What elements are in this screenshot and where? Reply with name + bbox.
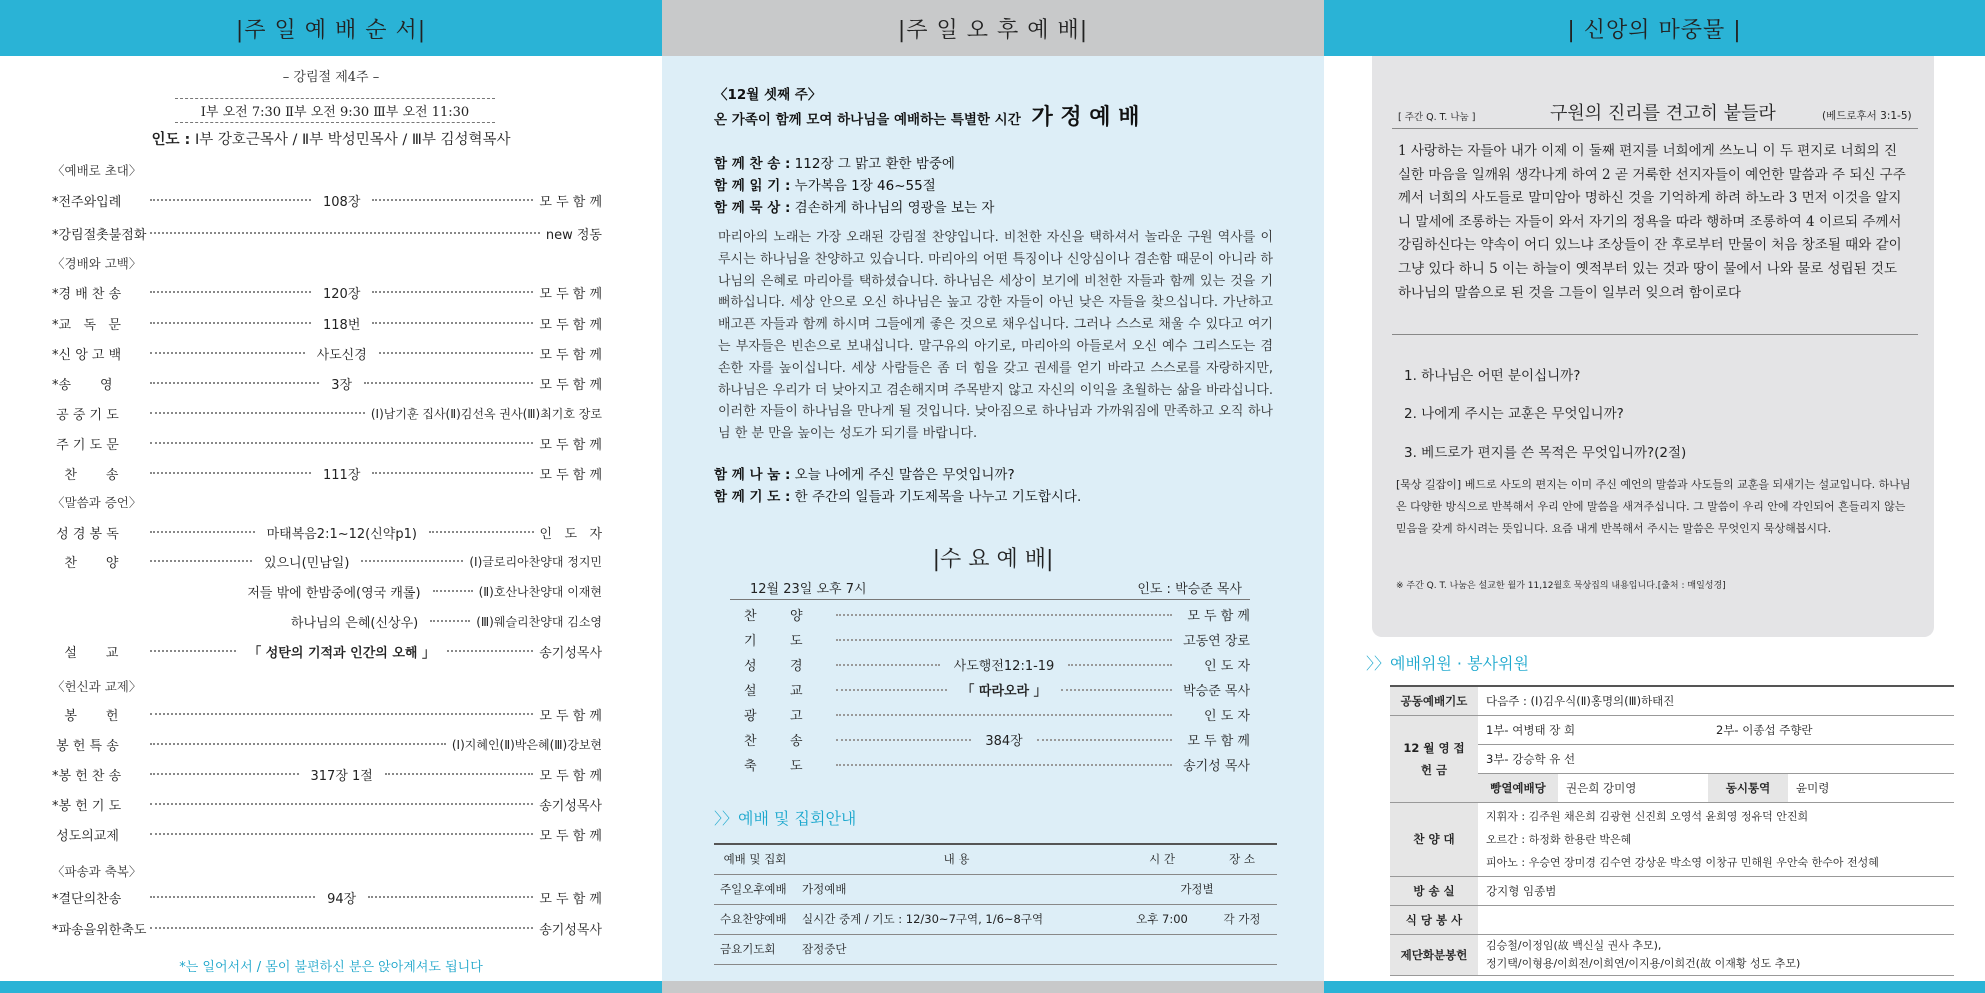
table-row bbox=[1390, 876, 1954, 905]
order-row bbox=[52, 917, 602, 939]
leader-dots bbox=[150, 927, 533, 929]
order-leader: new 정동 bbox=[545, 227, 602, 243]
order-leader: 송기성목사 bbox=[539, 798, 602, 814]
order-item: 120장 bbox=[323, 286, 361, 302]
table-row bbox=[1390, 715, 1954, 744]
leader-dots bbox=[368, 896, 533, 898]
row-header: 빵열예배당 bbox=[1478, 773, 1558, 802]
choir-conductor: 지휘자 : 김주원 채은희 김광현 신진희 오영석 윤희영 정유덕 안진희 bbox=[1486, 809, 1809, 823]
table-header-row bbox=[714, 844, 1277, 874]
order-item: 「 따라오라 」 bbox=[961, 684, 1047, 699]
order-label: *전주와입례 bbox=[52, 194, 122, 210]
qt-divider bbox=[1392, 128, 1918, 129]
table-cell: 강지형 임종범 bbox=[1478, 876, 1954, 905]
section-sending: 〈파송과 축복〉 bbox=[52, 864, 142, 879]
bottom-bar bbox=[0, 981, 662, 993]
order-leader: 모 두 함 께 bbox=[539, 891, 602, 907]
leader-dots bbox=[150, 291, 311, 293]
item-text: 오늘 나에게 주신 말씀은 무엇입니까? bbox=[794, 467, 1015, 483]
question-2: 2. 나에게 주시는 교훈은 무엇입니까? bbox=[1404, 406, 1624, 422]
order-label: 성 bbox=[744, 659, 757, 674]
item-label: 함 께 읽 기 : bbox=[714, 178, 791, 194]
order-leader: 모 두 함 께 bbox=[539, 437, 602, 453]
item-share bbox=[714, 463, 1015, 483]
wednesday-row bbox=[730, 602, 1250, 627]
bottom-bar bbox=[1324, 981, 1985, 993]
panel-header: |주 일 오 후 예 배| bbox=[662, 0, 1324, 56]
order-leader: (Ⅰ)지혜인(Ⅱ)박은혜(Ⅲ)강보현 bbox=[451, 737, 602, 752]
leader-dots bbox=[150, 322, 311, 324]
row-header: 방 송 실 bbox=[1390, 876, 1478, 905]
order-item: 118번 bbox=[323, 317, 361, 333]
order-leader: (Ⅰ)글로리아찬양대 정지민 bbox=[469, 554, 603, 569]
order-leader: 모 두 함 께 bbox=[539, 708, 602, 724]
wednesday-row bbox=[730, 752, 1250, 777]
qt-title: 구원의 진리를 견고히 붙들라 bbox=[1550, 103, 1776, 124]
order-item: 317장 1절 bbox=[310, 768, 373, 784]
order-row bbox=[240, 580, 602, 602]
order-leader: 고동연 장로 bbox=[1183, 634, 1250, 649]
leader-dots bbox=[836, 614, 1172, 616]
order-row bbox=[52, 763, 602, 785]
order-label: 도 bbox=[790, 634, 803, 649]
order-row bbox=[52, 281, 602, 303]
table-cell: 각 가정 bbox=[1207, 904, 1277, 934]
item-label: 함 께 묵 상 : bbox=[714, 200, 791, 216]
item-reading bbox=[714, 174, 936, 194]
order-label: 찬 양 bbox=[52, 555, 119, 571]
leader-dots bbox=[836, 714, 1172, 716]
leader-dots bbox=[150, 199, 311, 201]
leader-dots bbox=[150, 803, 533, 805]
section-worship: 〈경배와 고백〉 bbox=[52, 256, 142, 271]
volunteer-table bbox=[1390, 685, 1954, 976]
order-label: 축 bbox=[744, 759, 757, 774]
order-label: 봉 헌 bbox=[52, 708, 119, 724]
order-label: 설 bbox=[744, 684, 757, 699]
item-pray bbox=[714, 485, 1081, 505]
wednesday-info bbox=[730, 576, 1250, 600]
table-cell: 권은희 강미영 bbox=[1558, 773, 1708, 802]
leaders-label: 인도 : bbox=[151, 132, 191, 148]
table-cell bbox=[1207, 934, 1277, 964]
table-cell: 잠정중단 bbox=[796, 934, 1117, 964]
section-invite: 〈예배로 초대〉 bbox=[52, 163, 142, 178]
order-row bbox=[52, 733, 602, 755]
altar-line-1: 김승철/이정임(故 백신실 권사 추모), bbox=[1486, 938, 1662, 952]
row-header: 식 당 봉 사 bbox=[1390, 905, 1478, 934]
order-item: 마태복음2:1~12(신약p1) bbox=[266, 526, 417, 542]
order-item: 94장 bbox=[327, 891, 357, 907]
leader-dots bbox=[150, 743, 446, 745]
order-leader: 모 두 함 께 bbox=[539, 467, 603, 483]
row-header: 찬 양 대 bbox=[1390, 802, 1478, 876]
table-cell: 오후 7:00 bbox=[1117, 904, 1207, 934]
sunday-worship-panel bbox=[0, 0, 662, 993]
table-cell: 실시간 중계 / 기도 : 12/30~7구역, 1/6~8구역 bbox=[796, 904, 1117, 934]
order-item: 저들 밖에 한밤중에(영국 캐롤) bbox=[247, 585, 421, 601]
leader-dots bbox=[1061, 689, 1172, 691]
qt-divider bbox=[1392, 334, 1918, 335]
meeting-heading: 〉〉예배 및 집회안내 bbox=[714, 809, 857, 828]
leader-dots bbox=[150, 650, 236, 652]
item-label: 함 께 기 도 : bbox=[714, 489, 791, 505]
order-leader: 인 도 자 bbox=[1204, 659, 1251, 674]
table-cell: 수요찬양예배 bbox=[714, 904, 796, 934]
table-cell: 가정별 bbox=[1117, 874, 1277, 904]
row-header: 공동예배기도 bbox=[1390, 686, 1478, 715]
leader-dots bbox=[150, 560, 252, 562]
order-label: *봉 헌 기 도 bbox=[52, 798, 122, 814]
table-cell bbox=[1478, 802, 1954, 876]
table-row bbox=[1390, 905, 1954, 934]
item-text: 112장 그 맑고 환한 밤중에 bbox=[794, 156, 955, 172]
leaders-line bbox=[0, 128, 662, 149]
meditation-guide: [묵상 길잡이] 베드로 사도의 편지는 이미 주신 예언의 말씀과 사도들의 교훈을 되새기는 설교입니다. 하나님은 다양한 방식으로 반복해서 우리 안에 말씀을 새겨주십니다. 그 말씀이 우리 안에 각인되어 흔들리지 않는 믿음을 갖게 하시려는 뜻입니다. 요즘 내게 반복해서 주시는 말씀은 무엇인지 묵상해봅시다. bbox=[1396, 478, 1911, 535]
leader-dots bbox=[150, 531, 255, 533]
order-label: 찬 송 bbox=[52, 467, 119, 483]
order-item: 3장 bbox=[331, 377, 353, 393]
leader-dots bbox=[150, 773, 299, 775]
order-row bbox=[52, 372, 602, 394]
order-leader: 송기성목사 bbox=[539, 645, 603, 661]
order-leader: 모 두 함 께 bbox=[539, 828, 602, 844]
table-cell bbox=[1478, 905, 1954, 934]
order-row bbox=[52, 342, 602, 364]
table-cell: 2부- 이종섭 주향란 bbox=[1708, 715, 1954, 744]
qt-tag: [ 주간 Q. T. 나눔 ] bbox=[1398, 112, 1476, 123]
col-header: 내 용 bbox=[796, 844, 1117, 874]
family-worship-intro bbox=[714, 100, 1139, 131]
col-header: 예배 및 집회 bbox=[714, 844, 796, 874]
order-row bbox=[52, 402, 602, 424]
table-cell: 주일오후예배 bbox=[714, 874, 796, 904]
table-row bbox=[1390, 686, 1954, 715]
leader-dots bbox=[364, 382, 533, 384]
leader-dots bbox=[836, 639, 1172, 641]
order-row bbox=[52, 462, 602, 484]
row-header: 동시통역 bbox=[1708, 773, 1788, 802]
order-leader: 모 두 함 께 bbox=[539, 317, 603, 333]
order-label: *경 배 찬 송 bbox=[52, 286, 122, 302]
wednesday-leader: 인도 : 박승준 목사 bbox=[1137, 582, 1242, 597]
leader-dots bbox=[150, 896, 315, 898]
leader-dots bbox=[836, 764, 1172, 766]
order-label: *송 영 bbox=[52, 377, 113, 393]
order-leader: 모 두 함 께 bbox=[539, 347, 602, 363]
order-label: *신 앙 고 백 bbox=[52, 347, 122, 363]
panel-header: |주 일 예 배 순 서| bbox=[0, 0, 662, 56]
sermon-body: 마리아의 노래는 가장 오래된 강림절 찬양입니다. 비천한 자신을 택하셔서 놀라운 구원 역사를 이루시는 하나님을 찬양하고 있습니다. 마리아의 어떤 특징이나 신앙심이나 겸손함 때문이 아니라 하나님의 은혜로 마리아를 택하셨습니다. 하나님은 세상이 보기에 비천한 자들과 함께 있는 것을 기뻐하십니다. 세상 안으로 오신 하나님은 높고 강한 자들이 아닌 낮은 자들을 찾으십니다. 가난하고 배고픈 자들과 함께 하시며 그들에게 좋은 것으로 채우십니다. 그러나 스스로 채울 수 있다고 여기는 부자들은 빈손으로 보내십니다. 말구유의 아기로, 마리아의 아들로서 오신 예수 그리스도는 겸손한 자를 높이십니다. 세상 사람들은 좀 더 힘을 갖고 권세를 얻기 바라고 스스로를 자랑하지만, 하나님은 우리가 더 낮아지고 겸손해지며 주목받지 않고 자신의 이익을 초월하는 삶을 바라십니다. 이러한 자들이 하나님을 만나게 될 것입니다. 낮아짐으로 하나님과 가까워짐에 만족하고 오직 하나님 한 분 만을 높이는 성도가 되기를 바랍니다. bbox=[718, 230, 1273, 442]
order-item: 111장 bbox=[323, 467, 361, 483]
wednesday-order bbox=[730, 602, 1250, 777]
wednesday-row bbox=[730, 652, 1250, 677]
order-row bbox=[52, 793, 602, 815]
order-label: *결단의찬송 bbox=[52, 891, 122, 907]
verse-text: 1 사랑하는 자들아 내가 이제 이 둘째 편지를 너희에게 쓰노니 이 두 편지로 너희의 진실한 마음을 일깨워 생각나게 하여 2 곧 거룩한 선지자들이 예언한 말씀과 주 되신 구주께서 너희의 사도들로 말미암아 명하신 것을 기억하게 하려 하노라 3 먼저 이것을 알지니 말세에 조롱하는 자들이 와서 자기의 정욕을 따라 행하며 조롱하여 4 이르되 주께서 강림하신다는 약속이 어디 있느냐 조상들이 잔 후로부터 만물이 처음 창조될 때와 같이 그냥 있다 하니 5 이는 하늘이 옛적부터 있는 것과 땅이 물에서 나와 물로 성립된 것도 하나님의 말씀으로 된 것을 그들이 일부러 잊으려 함이로다 bbox=[1398, 143, 1906, 301]
order-leader: 박승준 목사 bbox=[1183, 684, 1251, 699]
order-item: 384장 bbox=[985, 734, 1023, 749]
table-row bbox=[714, 874, 1277, 904]
week-label: 〈12월 셋째 주〉 bbox=[714, 87, 822, 103]
order-label: 성도의교제 bbox=[52, 828, 119, 844]
order-item: 사도신경 bbox=[316, 347, 367, 363]
order-leader: 모 두 함 께 bbox=[539, 286, 603, 302]
volunteer-heading: 〉〉예배위원 · 봉사위원 bbox=[1366, 654, 1529, 673]
table-row bbox=[1390, 802, 1954, 876]
standing-note: *는 일어서서 / 몸이 불편하신 분은 앉아계셔도 됩니다 bbox=[179, 960, 483, 975]
question-1: 1. 하나님은 어떤 분이십니까? bbox=[1404, 368, 1581, 384]
order-label: 공 중 기 도 bbox=[52, 407, 119, 423]
leader-dots bbox=[372, 322, 533, 324]
order-row bbox=[52, 432, 602, 454]
order-item: 하나님의 은혜(신상우) bbox=[290, 615, 419, 631]
table-cell: 금요기도회 bbox=[714, 934, 796, 964]
col-header: 시 간 bbox=[1117, 844, 1207, 874]
order-label: 찬 bbox=[744, 609, 757, 624]
wednesday-date: 12월 23일 오후 7시 bbox=[750, 582, 867, 597]
order-leader: 모 두 함 께 bbox=[1187, 609, 1250, 624]
table-cell: 1부- 여병태 장 희 bbox=[1478, 715, 1708, 744]
order-label: 봉 헌 특 송 bbox=[52, 738, 119, 754]
order-leader: 모 두 함 께 bbox=[1187, 734, 1250, 749]
choir-organ: 오르간 : 하정화 한용란 박은혜 bbox=[1486, 832, 1632, 846]
order-label: 양 bbox=[790, 609, 803, 624]
wednesday-row bbox=[730, 727, 1250, 752]
order-row bbox=[52, 312, 602, 334]
order-row bbox=[240, 610, 602, 632]
order-row bbox=[52, 189, 602, 211]
bottom-bar bbox=[662, 981, 1324, 993]
order-leader: 모 두 함 께 bbox=[539, 768, 603, 784]
table-cell: 가정예배 bbox=[796, 874, 1117, 904]
leader-dots bbox=[150, 232, 540, 234]
leader-dots bbox=[150, 472, 311, 474]
table-cell bbox=[1117, 934, 1207, 964]
order-row bbox=[52, 886, 602, 908]
leader-dots bbox=[150, 352, 305, 354]
order-leader: (Ⅱ)호산나찬양대 이재현 bbox=[478, 584, 602, 599]
altar-line-2: 정기택/이형용/이희전/이희연/이지용/이희건(故 이재황 성도 추모) bbox=[1486, 956, 1801, 970]
order-label: 광 bbox=[744, 709, 757, 724]
leader-dots bbox=[150, 412, 365, 414]
table-row bbox=[714, 934, 1277, 964]
order-label: 설 교 bbox=[52, 645, 119, 661]
leader-dots bbox=[1068, 664, 1172, 666]
wednesday-row bbox=[730, 702, 1250, 727]
leader-dots bbox=[1037, 739, 1172, 741]
table-row bbox=[714, 904, 1277, 934]
row-header: 12 월 영 접 헌 금 bbox=[1390, 715, 1478, 802]
order-item: 108장 bbox=[323, 194, 361, 210]
order-item: 「 성탄의 기적과 인간의 오해 」 bbox=[248, 645, 435, 661]
order-row bbox=[52, 640, 602, 662]
order-leader: 인 도 자 bbox=[1204, 709, 1250, 724]
leader-dots bbox=[433, 590, 473, 592]
table-cell: 윤미령 bbox=[1788, 773, 1954, 802]
leader-dots bbox=[372, 199, 533, 201]
order-leader: (Ⅰ)남기훈 집사(Ⅱ)김선옥 권사(Ⅲ)최기호 장로 bbox=[370, 406, 602, 421]
meeting-table bbox=[714, 843, 1277, 965]
leader-dots bbox=[150, 442, 533, 444]
leader-dots bbox=[447, 650, 533, 652]
order-leader: (Ⅲ)웨슬리찬양대 김소영 bbox=[476, 614, 602, 629]
row-header: 제단화분봉헌 bbox=[1390, 934, 1478, 975]
order-label: 교 bbox=[790, 684, 803, 699]
item-text: 누가복음 1장 46~55절 bbox=[794, 178, 936, 194]
leader-dots bbox=[379, 352, 534, 354]
leader-dots bbox=[430, 620, 470, 622]
order-leader: 모 두 함 께 bbox=[539, 194, 603, 210]
table-cell: 3부- 강승학 유 선 bbox=[1478, 744, 1954, 773]
item-label: 함 께 찬 송 : bbox=[714, 156, 791, 172]
order-label: 고 bbox=[790, 709, 803, 724]
order-leader: 송기성목사 bbox=[539, 922, 602, 938]
item-hymn bbox=[714, 152, 955, 172]
section-word: 〈말씀과 증언〉 bbox=[52, 495, 142, 510]
order-row bbox=[52, 823, 602, 845]
order-label: *강림절촛불점화 bbox=[52, 227, 147, 243]
leader-dots bbox=[836, 739, 971, 741]
order-row bbox=[52, 521, 602, 543]
section-devotion: 〈헌신과 교제〉 bbox=[52, 679, 142, 694]
table-cell bbox=[1478, 934, 1954, 975]
order-item: 사도행전12:1-19 bbox=[953, 659, 1055, 674]
wednesday-title: |수 요 예 배| bbox=[932, 547, 1054, 572]
order-leader: 모 두 함 께 bbox=[539, 377, 603, 393]
advent-week: – 강림절 제4주 – bbox=[282, 70, 380, 85]
order-label: 도 bbox=[790, 759, 803, 774]
leader-dots bbox=[361, 560, 463, 562]
leader-dots bbox=[150, 713, 533, 715]
order-label: 성 경 봉 독 bbox=[52, 526, 119, 542]
order-leader: 인 도 자 bbox=[539, 526, 602, 542]
item-text: 겸손하게 하나님의 영광을 보는 자 bbox=[794, 200, 995, 216]
order-label: 찬 bbox=[744, 734, 757, 749]
order-row bbox=[52, 222, 602, 244]
question-3: 3. 베드로가 편지를 쓴 목적은 무엇입니까?(2절) bbox=[1404, 445, 1687, 461]
intro-big: 가 정 예 배 bbox=[1031, 105, 1140, 130]
order-row bbox=[52, 550, 602, 572]
service-times: Ⅰ부 오전 7:30 Ⅱ부 오전 9:30 Ⅲ부 오전 11:30 bbox=[175, 98, 495, 123]
order-label: 경 bbox=[790, 659, 803, 674]
leader-dots bbox=[836, 664, 940, 666]
leader-dots bbox=[836, 689, 947, 691]
table-cell: 다음주 : (Ⅰ)김우식(Ⅱ)홍명의(Ⅲ)하태진 bbox=[1478, 686, 1954, 715]
order-item: 있으니(민남일) bbox=[263, 555, 350, 571]
col-header: 장 소 bbox=[1207, 844, 1277, 874]
leader-dots bbox=[150, 833, 533, 835]
leaders: Ⅰ부 강호근목사 / Ⅱ부 박성민목사 / Ⅲ부 김성혁목사 bbox=[194, 132, 511, 148]
leader-dots bbox=[150, 382, 319, 384]
order-label: *교 독 문 bbox=[52, 317, 121, 333]
choir-piano: 피아노 : 우승연 장미경 김수연 강상운 박소영 이창규 민해원 우안숙 한수아 전성혜 bbox=[1486, 855, 1879, 869]
leader-dots bbox=[385, 773, 534, 775]
order-label: *파송을위한축도 bbox=[52, 922, 147, 938]
item-text: 한 주간의 일들과 기도제목을 나누고 기도합시다. bbox=[794, 489, 1082, 505]
order-row bbox=[52, 703, 602, 725]
item-meditation bbox=[714, 196, 994, 216]
leader-dots bbox=[372, 291, 533, 293]
order-label: 송 bbox=[790, 734, 803, 749]
qt-footnote: ※ 주간 Q. T. 나눔은 설교한 월가 11,12월호 묵상집의 내용입니다.[출처 : 매일성경] bbox=[1396, 581, 1726, 591]
item-label: 함 께 나 눔 : bbox=[714, 467, 791, 483]
panel-header: | 신앙의 마중물 | bbox=[1324, 0, 1985, 56]
leader-dots bbox=[429, 531, 534, 533]
qt-reference: (베드로후서 3:1-5) bbox=[1822, 110, 1912, 122]
order-label: *봉 헌 찬 송 bbox=[52, 768, 122, 784]
intro-text: 온 가족이 함께 모여 하나님을 예배하는 특별한 시간 bbox=[714, 112, 1021, 128]
table-row bbox=[1390, 934, 1954, 975]
wednesday-row bbox=[730, 627, 1250, 652]
order-label: 기 bbox=[744, 634, 757, 649]
order-leader: 송기성 목사 bbox=[1183, 759, 1250, 774]
leader-dots bbox=[372, 472, 533, 474]
order-label: 주 기 도 문 bbox=[52, 437, 119, 453]
wednesday-row bbox=[730, 677, 1250, 702]
